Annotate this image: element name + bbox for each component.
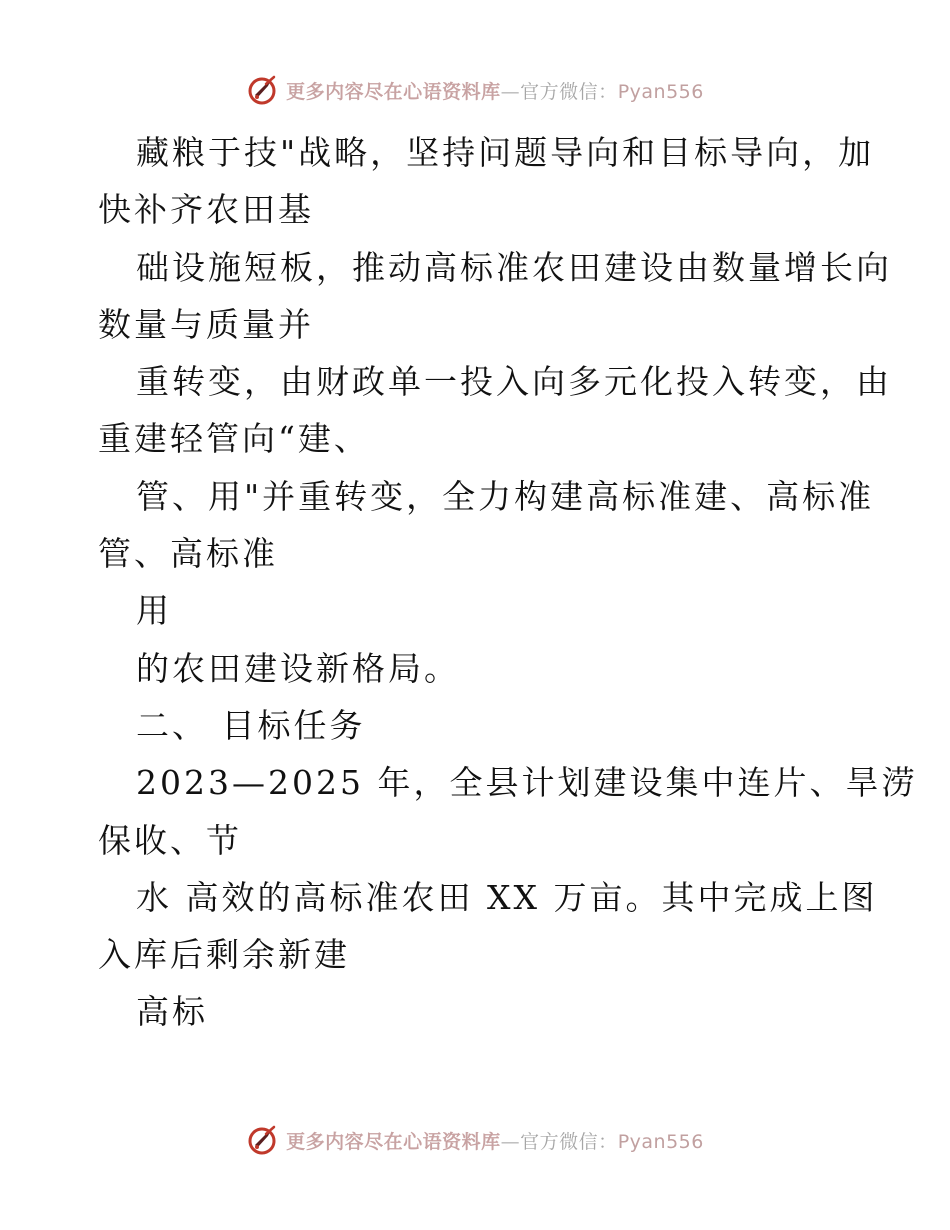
body-line: 快补齐农田基 — [98, 190, 314, 230]
quill-logo-icon — [246, 73, 280, 107]
watermark-banner — [246, 1123, 704, 1157]
body-line: 2023—2025 年，全县计划建设集中连片、旱涝 — [136, 763, 918, 803]
banner-wechat-label: 官方微信： — [520, 80, 618, 103]
document-body — [98, 124, 918, 1041]
body-line: 管、高标准 — [98, 534, 278, 574]
banner-separator: — — [500, 80, 521, 103]
body-line: 藏粮于技"战略，坚持问题导向和目标导向，加 — [136, 133, 875, 172]
body-line: 入库后剩余新建 — [98, 935, 350, 975]
banner-brand: 更多内容尽在心语资料库 — [286, 1130, 501, 1153]
body-line: 管、用"并重转变，全力构建高标准建、高标准 — [136, 476, 875, 516]
banner-wechat-handle: Pyan556 — [617, 1130, 704, 1153]
watermark-banner — [246, 73, 704, 107]
banner-brand: 更多内容尽在心语资料库 — [286, 80, 501, 103]
body-line: 数量与质量并 — [98, 304, 314, 344]
section-heading: 二、 目标任务 — [136, 705, 366, 745]
banner-text — [286, 1127, 704, 1154]
body-line: 的农田建设新格局。 — [136, 648, 460, 688]
body-line: 保收、节 — [98, 820, 242, 860]
body-line: 础设施短板，推动高标准农田建设由数量增长向 — [136, 247, 892, 287]
banner-separator: — — [500, 1130, 521, 1153]
banner-wechat-handle: Pyan556 — [617, 80, 704, 103]
body-line: 重转变，由财政单一投入向多元化投入转变，由 — [136, 362, 892, 402]
quill-logo-icon — [246, 1123, 280, 1157]
banner-wechat-label: 官方微信： — [520, 1130, 618, 1153]
body-line: 用 — [136, 591, 172, 631]
body-line: 高标 — [136, 992, 208, 1032]
page-footer-banner — [0, 1120, 950, 1160]
banner-text — [286, 77, 704, 104]
body-line: 水 高效的高标准农田 XX 万亩。其中完成上图 — [136, 877, 878, 917]
body-line: 重建轻管向“建、 — [98, 419, 370, 459]
page-header-banner — [0, 70, 950, 110]
